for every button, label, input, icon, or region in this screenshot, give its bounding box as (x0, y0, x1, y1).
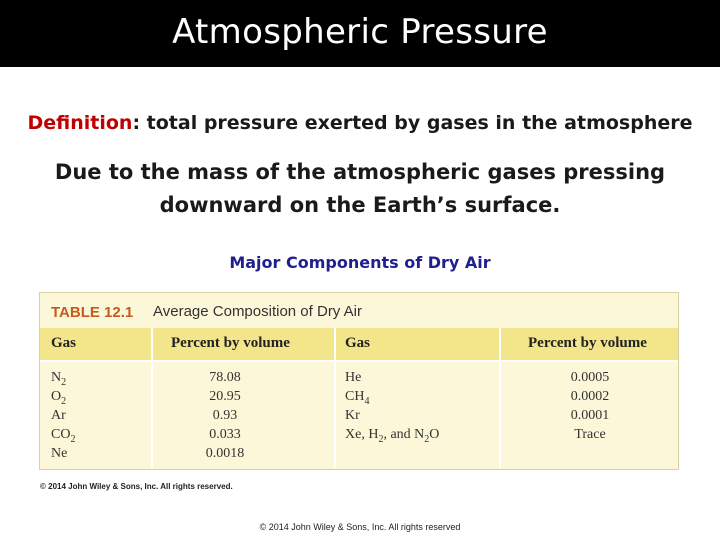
value-cell: Trace (574, 427, 606, 442)
table-copyright: © 2014 John Wiley & Sons, Inc. All rights reserved. (40, 482, 233, 491)
column-divider (334, 328, 336, 468)
definition-term: Definition (27, 112, 133, 134)
header-divider (40, 360, 678, 362)
value-cell: 0.0002 (570, 389, 610, 404)
header-percent-left: Percent by volume (171, 335, 290, 351)
body-line-1: Due to the mass of the atmospheric gases pressing (54, 160, 666, 184)
definition-line (0, 112, 720, 134)
table-number: TABLE 12.1 (51, 304, 134, 321)
gas-cell-neon: Ne (51, 446, 68, 461)
gas-cell-krypton: Kr (345, 408, 360, 423)
gas-cell-xenon-hydrogen-n2o: Xe, $H_2$, and $N_2O$ (345, 427, 440, 445)
value-cell: 0.033 (209, 427, 241, 442)
header-percent-right: Percent by volume (528, 335, 647, 351)
column-divider (151, 328, 153, 468)
footer-copyright: © 2014 John Wiley & Sons, Inc. All rights reserved (259, 522, 461, 532)
column-divider (499, 328, 501, 468)
composition-table (39, 292, 679, 470)
value-cell: 0.0001 (570, 408, 610, 423)
table-heading (40, 293, 678, 328)
definition-text: : total pressure exerted by gases in the atmosphere (132, 112, 693, 134)
header-gas-right: Gas (345, 335, 371, 351)
gas-cell-nitrogen: $N_2$ (51, 370, 67, 388)
table-subtitle: Major Components of Dry Air (229, 253, 491, 272)
table-caption: Average Composition of Dry Air (153, 303, 362, 320)
gas-cell-co2: $CO_2$ (51, 427, 76, 445)
gas-cell-argon: Ar (51, 408, 66, 423)
gas-cell-helium: He (345, 370, 362, 385)
value-cell: 0.0005 (570, 370, 610, 385)
gas-cell-oxygen: $O_2$ (51, 389, 67, 407)
value-cell: 20.95 (209, 389, 241, 404)
slide-title: Atmospheric Pressure (172, 12, 548, 52)
body-line-2: downward on the Earth’s surface. (159, 193, 561, 217)
header-gas-left: Gas (51, 335, 77, 351)
value-cell: 78.08 (209, 370, 241, 385)
value-cell: 0.93 (212, 408, 238, 423)
gas-cell-methane: $CH_4$ (345, 389, 370, 407)
value-cell: 0.0018 (205, 446, 245, 461)
body-text (40, 156, 680, 222)
